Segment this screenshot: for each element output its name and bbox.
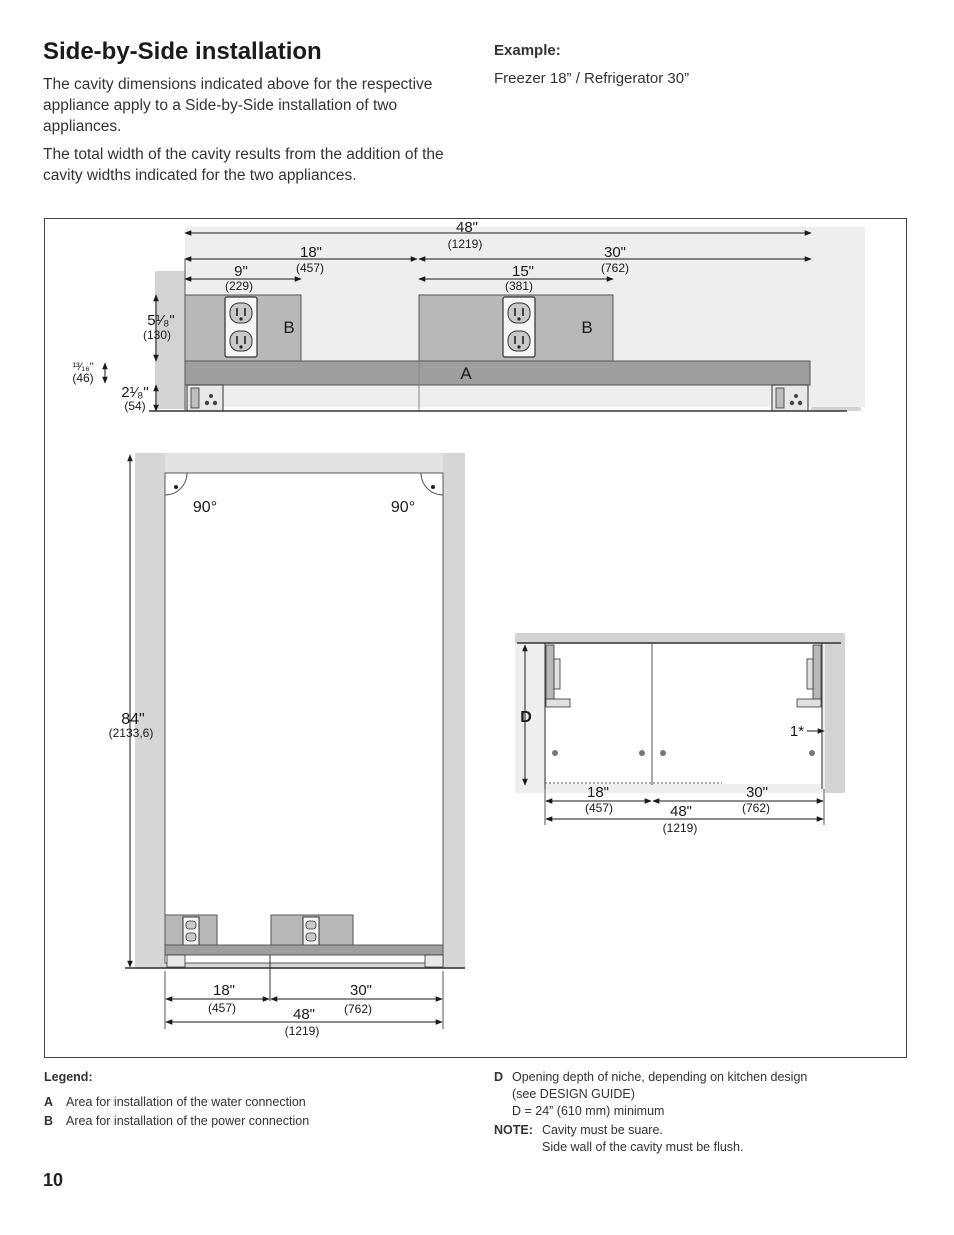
top-left-half: 9": [234, 263, 248, 280]
plan-left-hinge: [546, 645, 554, 701]
installation-diagrams: [45, 219, 908, 1059]
right-bracket-icon: [772, 385, 808, 411]
page-title: Side-by-Side installation: [43, 38, 322, 65]
legend-item-d: [494, 1070, 807, 1084]
front-right-outlet-icon: [303, 917, 319, 945]
top-total-width-mm: (1219): [447, 237, 483, 251]
left-bracket-icon: [187, 385, 223, 411]
legend-text-d1: Opening depth of niche, depending on kitchen design: [512, 1070, 808, 1084]
front-right-width: 30": [349, 982, 373, 999]
front-water-bar: [165, 945, 443, 955]
legend-key-a: A: [44, 1095, 54, 1109]
legend-title: Legend:: [44, 1070, 93, 1084]
front-total-width-mm: (1219): [284, 1024, 320, 1038]
top-left-half-mm: (229): [224, 279, 254, 293]
legend-text-a: Area for installation of the water connection: [66, 1095, 306, 1109]
legend-note-text1: Cavity must be suare.: [542, 1123, 663, 1137]
plan-left-width-mm: (457): [584, 801, 614, 815]
plan-total-width-mm: (1219): [662, 821, 698, 835]
top-elevation-diagram: [72, 219, 865, 413]
height-base-mm: (54): [124, 399, 146, 413]
label-b-right: B: [581, 318, 593, 337]
installation-figure: [44, 218, 907, 1058]
front-total-width: 48": [292, 1006, 316, 1023]
height-base: 2¹⁄₈": [121, 384, 149, 401]
plan-view-diagram: [515, 633, 845, 835]
height-a: ¹³⁄₁₆": [72, 361, 94, 373]
height-a-mm: (46): [72, 371, 94, 385]
legend-text-d3: D = 24” (610 mm) minimum: [512, 1104, 665, 1118]
legend-note-text2: Side wall of the cavity must be flush.: [542, 1140, 744, 1154]
height-b: 5¹⁄₈": [147, 312, 175, 329]
legend-text-d2: (see DESIGN GUIDE): [512, 1087, 635, 1101]
front-left-width: 18": [212, 982, 236, 999]
label-b-left: B: [283, 318, 295, 337]
front-elevation-diagram: [109, 453, 465, 1038]
top-right-half: 15": [511, 263, 535, 280]
top-left-width: 18": [299, 244, 323, 261]
right-outlet-icon: [503, 297, 535, 357]
legend-note: [494, 1123, 663, 1137]
legend-text-b: Area for installation of the power connection: [66, 1114, 310, 1128]
top-left-width-mm: (457): [295, 261, 325, 275]
top-right-width-mm: (762): [600, 261, 630, 275]
plan-left-width: 18": [586, 784, 610, 801]
angle-right: 90°: [390, 499, 416, 516]
legend-key-d: D: [494, 1070, 504, 1084]
plan-right-width: 30": [745, 784, 769, 801]
top-right-width: 30": [603, 244, 627, 261]
plan-depth-label: D: [520, 709, 532, 726]
legend-item-b: [44, 1114, 309, 1128]
plan-total-width: 48": [669, 803, 693, 820]
angle-left: 90°: [192, 499, 218, 516]
front-left-outlet-icon: [183, 917, 199, 945]
front-right-width-mm: (762): [343, 1002, 373, 1016]
example-text: Freezer 18” / Refrigerator 30”: [494, 70, 690, 87]
legend-key-b: B: [44, 1114, 54, 1128]
page-number: 10: [43, 1170, 64, 1190]
height-b-mm: (130): [142, 328, 172, 342]
front-cavity: [165, 473, 443, 963]
water-area-bar: [185, 361, 810, 385]
left-outlet-icon: [225, 297, 257, 357]
legend-item-a: [44, 1095, 306, 1109]
plan-gap-label: 1*: [789, 723, 805, 740]
top-total-width: 48": [455, 219, 479, 236]
front-height-mm: (2133,6): [108, 726, 154, 740]
example-label: Example:: [494, 42, 561, 59]
legend-note-key: NOTE:: [494, 1123, 533, 1137]
plan-right-width-mm: (762): [741, 801, 771, 815]
width-paragraph: The total width of the cavity results from the addition of the cavity widths indicated for the two appliances.: [43, 146, 444, 184]
top-right-half-mm: (381): [504, 279, 534, 293]
label-a: A: [460, 364, 472, 383]
front-height: 84": [121, 711, 145, 728]
front-left-width-mm: (457): [207, 1001, 237, 1015]
plan-right-hinge: [813, 645, 821, 701]
intro-paragraph: The cavity dimensions indicated above for the respective appliance apply to a Side-by-Side installation of two appliances.: [43, 76, 433, 135]
